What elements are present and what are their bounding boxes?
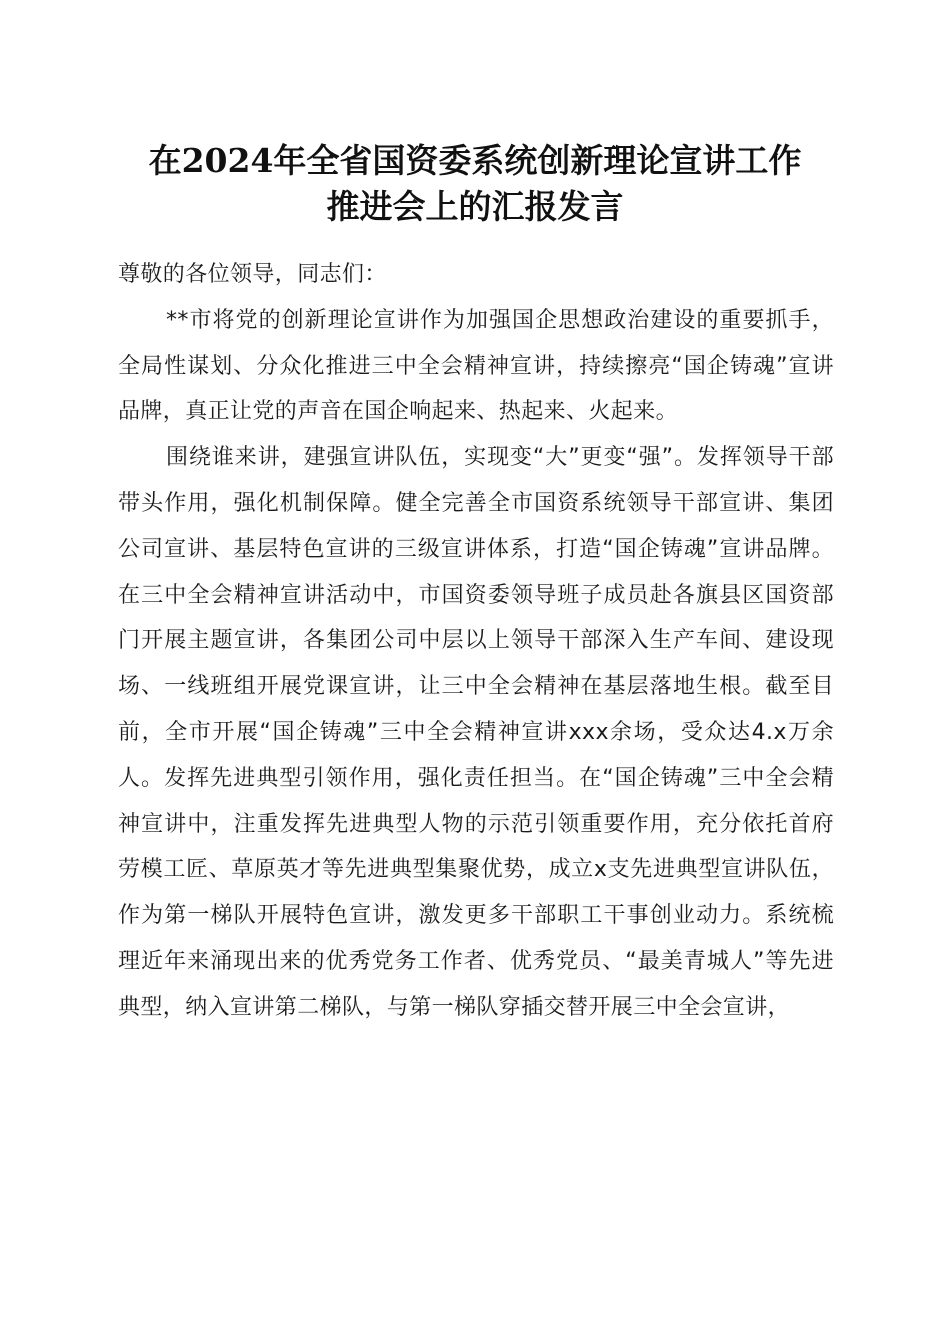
paragraph-speaker-team: 围绕谁来讲，建强宣讲队伍，实现变“大”更变“强”。发挥领导干部带头作用，强化机制保障。健全完善全市国资系统领导干部宣讲、集团公司宣讲、基层特色宣讲的三级宣讲体系，打造“国企铸魂”宣讲品牌。在三中全会精神宣讲活动中，市国资委领导班子成员赴各旗县区国资部门开展主题宣讲，各集团公司中层以上领导干部深入生产车间、建设现场、一线班组开展党课宣讲，让三中全会精神在基层落地生根。截至目前，全市开展“国企铸魂”三中全会精神宣讲xxx余场，受众达4.x万余人。发挥先进典型引领作用，强化责任担当。在“国企铸魂”三中全会精神宣讲中，注重发挥先进典型人物的示范引领重要作用，充分依托首府劳模工匠、草原英才等先进典型集聚优势，成立x支先进典型宣讲队伍，作为第一梯队开展特色宣讲，激发更多干部职工干事创业动力。系统梳理近年来涌现出来的优秀党务工作者、优秀党员、“最美青城人”等先进典型，纳入宣讲第二梯队，与第一梯队穿插交替开展三中全会宣讲，	[118, 445, 834, 1020]
title-line-1: 在2024年全省国资委系统创新理论宣讲工作	[148, 141, 802, 180]
title-line-2: 推进会上的汇报发言	[326, 187, 624, 226]
paragraph-intro: **市将党的创新理论宣讲作为加强国企思想政治建设的重要抓手，全局性谋划、分众化推进三中全会精神宣讲，持续擦亮“国企铸魂”宣讲品牌，真正让党的声音在国企响起来、热起来、火起来。	[118, 307, 834, 425]
document-body	[118, 252, 834, 1031]
salutation: 尊敬的各位领导，同志们：	[118, 262, 387, 287]
document-title	[0, 138, 950, 230]
